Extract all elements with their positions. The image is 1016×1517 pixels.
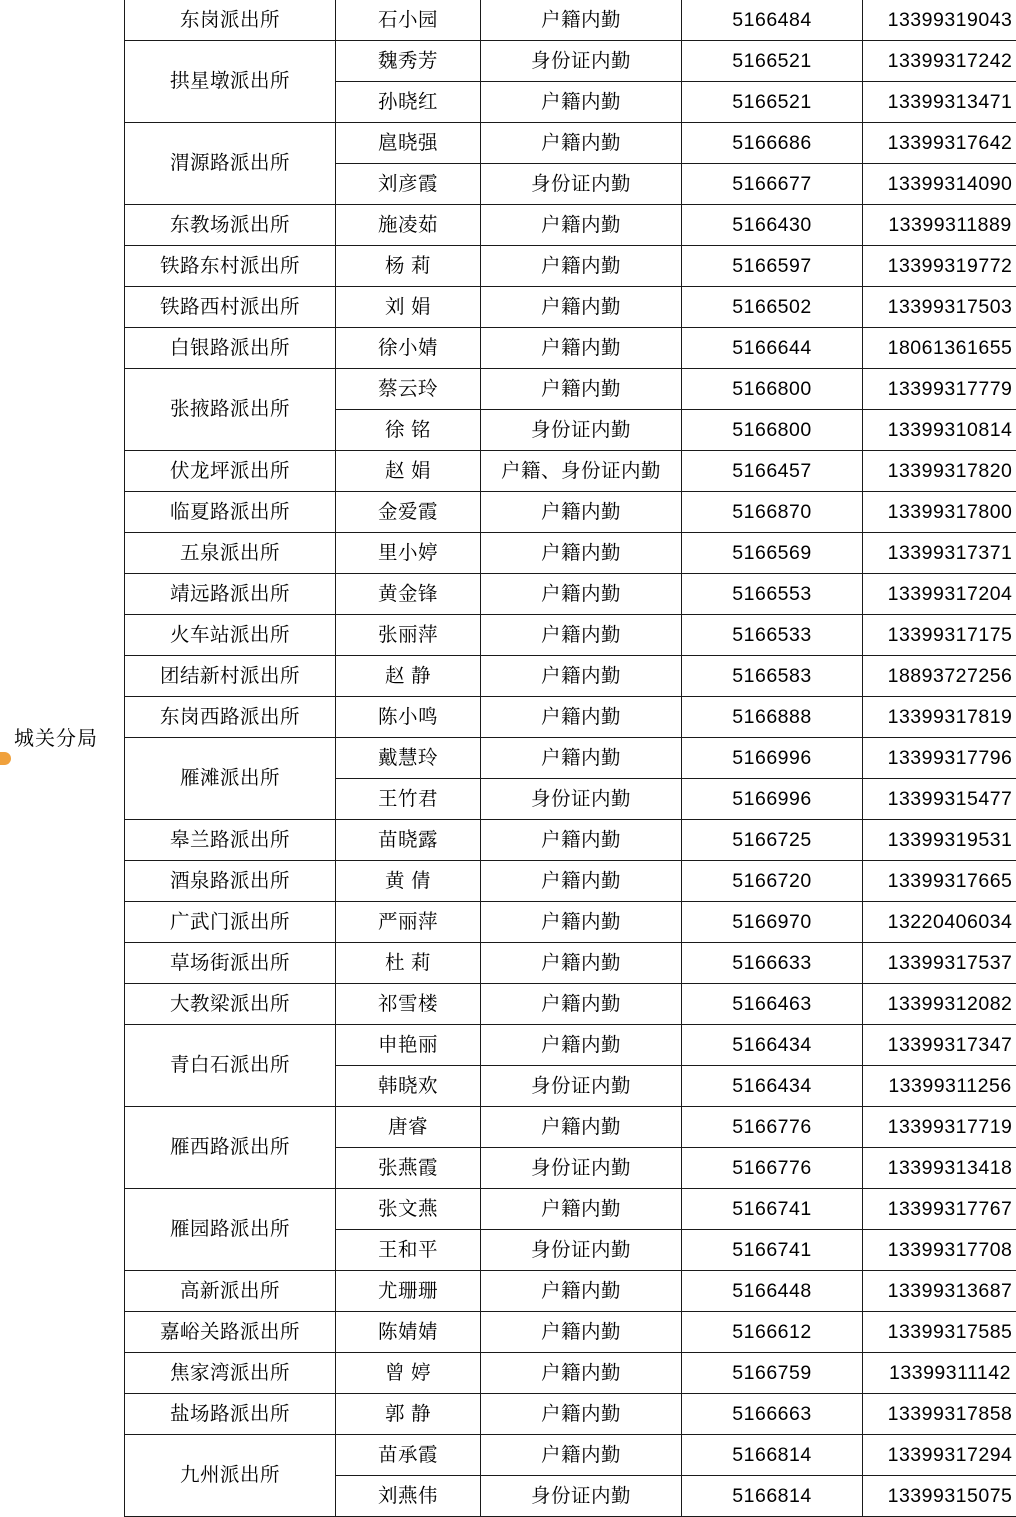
cell-mobile-phone: 13399317347 bbox=[863, 1025, 1016, 1066]
cell-mobile-phone: 13399311889 bbox=[863, 205, 1016, 246]
cell-name: 苗承霞 bbox=[336, 1435, 481, 1476]
table-row bbox=[125, 1353, 1016, 1394]
cell-duty: 身份证内勤 bbox=[481, 1066, 682, 1107]
cell-duty: 户籍内勤 bbox=[481, 1107, 682, 1148]
cell-name: 刘 娟 bbox=[336, 287, 481, 328]
cell-office-phone: 5166741 bbox=[682, 1230, 863, 1271]
cell-duty: 身份证内勤 bbox=[481, 1148, 682, 1189]
cell-office-phone: 5166521 bbox=[682, 41, 863, 82]
cell-name: 杨 莉 bbox=[336, 246, 481, 287]
cell-duty: 户籍内勤 bbox=[481, 369, 682, 410]
table-row bbox=[125, 1189, 1016, 1230]
cell-office-phone: 5166553 bbox=[682, 574, 863, 615]
cell-office-phone: 5166996 bbox=[682, 738, 863, 779]
cell-office-phone: 5166970 bbox=[682, 902, 863, 943]
cell-duty: 户籍内勤 bbox=[481, 0, 682, 41]
cell-mobile-phone: 13220406034 bbox=[863, 902, 1016, 943]
cell-name: 韩晓欢 bbox=[336, 1066, 481, 1107]
table-row bbox=[125, 820, 1016, 861]
cell-name: 孙晓红 bbox=[336, 82, 481, 123]
cell-duty: 户籍内勤 bbox=[481, 697, 682, 738]
table-row bbox=[125, 738, 1016, 779]
cell-mobile-phone: 13399317503 bbox=[863, 287, 1016, 328]
cell-mobile-phone: 13399317820 bbox=[863, 451, 1016, 492]
table-row bbox=[125, 1312, 1016, 1353]
table-row bbox=[125, 697, 1016, 738]
cell-unit: 焦家湾派出所 bbox=[125, 1353, 336, 1394]
cell-mobile-phone: 13399317642 bbox=[863, 123, 1016, 164]
cell-office-phone: 5166633 bbox=[682, 943, 863, 984]
cell-duty: 户籍内勤 bbox=[481, 328, 682, 369]
cell-unit: 伏龙坪派出所 bbox=[125, 451, 336, 492]
cell-unit: 临夏路派出所 bbox=[125, 492, 336, 533]
cell-duty: 户籍内勤 bbox=[481, 1353, 682, 1394]
cell-office-phone: 5166612 bbox=[682, 1312, 863, 1353]
cell-office-phone: 5166759 bbox=[682, 1353, 863, 1394]
cell-office-phone: 5166569 bbox=[682, 533, 863, 574]
cell-name: 赵 静 bbox=[336, 656, 481, 697]
cell-mobile-phone: 13399317719 bbox=[863, 1107, 1016, 1148]
cell-duty: 户籍内勤 bbox=[481, 902, 682, 943]
cell-name: 刘燕伟 bbox=[336, 1476, 481, 1517]
cell-duty: 户籍内勤 bbox=[481, 1271, 682, 1312]
cell-name: 刘彦霞 bbox=[336, 164, 481, 205]
table-row bbox=[125, 984, 1016, 1025]
table-row bbox=[125, 943, 1016, 984]
cell-unit: 雁园路派出所 bbox=[125, 1189, 336, 1271]
cell-name: 施凌茹 bbox=[336, 205, 481, 246]
cell-duty: 户籍内勤 bbox=[481, 984, 682, 1025]
cell-mobile-phone: 13399319531 bbox=[863, 820, 1016, 861]
cell-office-phone: 5166996 bbox=[682, 779, 863, 820]
cell-name: 黄 倩 bbox=[336, 861, 481, 902]
cell-unit: 东岗派出所 bbox=[125, 0, 336, 41]
cell-unit: 团结新村派出所 bbox=[125, 656, 336, 697]
cell-unit: 铁路东村派出所 bbox=[125, 246, 336, 287]
cell-office-phone: 5166434 bbox=[682, 1066, 863, 1107]
table-row bbox=[125, 41, 1016, 82]
cell-mobile-phone: 13399317665 bbox=[863, 861, 1016, 902]
cell-duty: 户籍内勤 bbox=[481, 533, 682, 574]
cell-mobile-phone: 13399317796 bbox=[863, 738, 1016, 779]
cell-duty: 身份证内勤 bbox=[481, 1476, 682, 1517]
table-row bbox=[125, 0, 1016, 41]
cell-duty: 户籍、身份证内勤 bbox=[481, 451, 682, 492]
cell-mobile-phone: 13399317537 bbox=[863, 943, 1016, 984]
cell-mobile-phone: 13399311256 bbox=[863, 1066, 1016, 1107]
table-row bbox=[125, 1107, 1016, 1148]
cell-name: 金爱霞 bbox=[336, 492, 481, 533]
cell-name: 石小园 bbox=[336, 0, 481, 41]
cell-unit: 火车站派出所 bbox=[125, 615, 336, 656]
cell-unit: 草场街派出所 bbox=[125, 943, 336, 984]
cell-mobile-phone: 13399317858 bbox=[863, 1394, 1016, 1435]
cell-unit: 张掖路派出所 bbox=[125, 369, 336, 451]
cell-duty: 户籍内勤 bbox=[481, 1394, 682, 1435]
cell-mobile-phone: 13399317242 bbox=[863, 41, 1016, 82]
table-row bbox=[125, 205, 1016, 246]
cell-name: 陈小鸣 bbox=[336, 697, 481, 738]
cell-unit: 拱星墩派出所 bbox=[125, 41, 336, 123]
cell-unit: 雁滩派出所 bbox=[125, 738, 336, 820]
table-row bbox=[125, 1271, 1016, 1312]
cell-office-phone: 5166720 bbox=[682, 861, 863, 902]
cell-mobile-phone: 13399317800 bbox=[863, 492, 1016, 533]
cell-unit: 五泉派出所 bbox=[125, 533, 336, 574]
cell-office-phone: 5166583 bbox=[682, 656, 863, 697]
cell-mobile-phone: 13399317819 bbox=[863, 697, 1016, 738]
cell-duty: 户籍内勤 bbox=[481, 820, 682, 861]
cell-office-phone: 5166663 bbox=[682, 1394, 863, 1435]
cell-office-phone: 5166677 bbox=[682, 164, 863, 205]
cell-duty: 户籍内勤 bbox=[481, 82, 682, 123]
table-row bbox=[125, 492, 1016, 533]
cell-name: 陈婧婧 bbox=[336, 1312, 481, 1353]
cell-unit: 皋兰路派出所 bbox=[125, 820, 336, 861]
cell-office-phone: 5166430 bbox=[682, 205, 863, 246]
cell-mobile-phone: 13399314090 bbox=[863, 164, 1016, 205]
cell-office-phone: 5166800 bbox=[682, 410, 863, 451]
table-row bbox=[125, 902, 1016, 943]
cell-duty: 身份证内勤 bbox=[481, 410, 682, 451]
cell-unit: 渭源路派出所 bbox=[125, 123, 336, 205]
cell-name: 张文燕 bbox=[336, 1189, 481, 1230]
cell-name: 尤珊珊 bbox=[336, 1271, 481, 1312]
cell-mobile-phone: 13399317585 bbox=[863, 1312, 1016, 1353]
cell-name: 黄金锋 bbox=[336, 574, 481, 615]
cell-duty: 身份证内勤 bbox=[481, 164, 682, 205]
cell-unit: 东岗西路派出所 bbox=[125, 697, 336, 738]
cell-unit: 酒泉路派出所 bbox=[125, 861, 336, 902]
cell-duty: 户籍内勤 bbox=[481, 205, 682, 246]
cell-office-phone: 5166800 bbox=[682, 369, 863, 410]
cell-duty: 户籍内勤 bbox=[481, 861, 682, 902]
page-edge-marker bbox=[0, 752, 11, 765]
cell-mobile-phone: 13399317175 bbox=[863, 615, 1016, 656]
cell-mobile-phone: 13399319043 bbox=[863, 0, 1016, 41]
cell-name: 赵 娟 bbox=[336, 451, 481, 492]
cell-name: 苗晓露 bbox=[336, 820, 481, 861]
cell-mobile-phone: 13399317767 bbox=[863, 1189, 1016, 1230]
cell-name: 蔡云玲 bbox=[336, 369, 481, 410]
cell-office-phone: 5166776 bbox=[682, 1107, 863, 1148]
table-row bbox=[125, 1025, 1016, 1066]
table-row bbox=[125, 123, 1016, 164]
cell-name: 严丽萍 bbox=[336, 902, 481, 943]
cell-unit: 白银路派出所 bbox=[125, 328, 336, 369]
cell-office-phone: 5166434 bbox=[682, 1025, 863, 1066]
cell-mobile-phone: 18061361655 bbox=[863, 328, 1016, 369]
cell-mobile-phone: 13399315477 bbox=[863, 779, 1016, 820]
cell-duty: 户籍内勤 bbox=[481, 738, 682, 779]
cell-duty: 户籍内勤 bbox=[481, 574, 682, 615]
cell-office-phone: 5166502 bbox=[682, 287, 863, 328]
cell-unit: 广武门派出所 bbox=[125, 902, 336, 943]
cell-unit: 铁路西村派出所 bbox=[125, 287, 336, 328]
cell-office-phone: 5166870 bbox=[682, 492, 863, 533]
cell-office-phone: 5166484 bbox=[682, 0, 863, 41]
table-row bbox=[125, 246, 1016, 287]
cell-office-phone: 5166776 bbox=[682, 1148, 863, 1189]
cell-office-phone: 5166725 bbox=[682, 820, 863, 861]
cell-name: 王和平 bbox=[336, 1230, 481, 1271]
cell-duty: 身份证内勤 bbox=[481, 779, 682, 820]
cell-name: 徐小婧 bbox=[336, 328, 481, 369]
cell-name: 张燕霞 bbox=[336, 1148, 481, 1189]
cell-name: 里小婷 bbox=[336, 533, 481, 574]
cell-office-phone: 5166521 bbox=[682, 82, 863, 123]
table-row bbox=[125, 287, 1016, 328]
cell-duty: 户籍内勤 bbox=[481, 1435, 682, 1476]
table-row bbox=[125, 574, 1016, 615]
cell-mobile-phone: 13399317708 bbox=[863, 1230, 1016, 1271]
cell-name: 魏秀芳 bbox=[336, 41, 481, 82]
cell-mobile-phone: 13399310814 bbox=[863, 410, 1016, 451]
cell-mobile-phone: 13399312082 bbox=[863, 984, 1016, 1025]
cell-name: 唐睿 bbox=[336, 1107, 481, 1148]
cell-office-phone: 5166686 bbox=[682, 123, 863, 164]
cell-name: 张丽萍 bbox=[336, 615, 481, 656]
cell-mobile-phone: 13399313471 bbox=[863, 82, 1016, 123]
cell-duty: 身份证内勤 bbox=[481, 1230, 682, 1271]
cell-unit: 盐场路派出所 bbox=[125, 1394, 336, 1435]
cell-name: 徐 铭 bbox=[336, 410, 481, 451]
cell-unit: 靖远路派出所 bbox=[125, 574, 336, 615]
department-label: 城关分局 bbox=[14, 722, 98, 751]
cell-mobile-phone: 13399317204 bbox=[863, 574, 1016, 615]
cell-unit: 高新派出所 bbox=[125, 1271, 336, 1312]
cell-mobile-phone: 18893727256 bbox=[863, 656, 1016, 697]
cell-duty: 户籍内勤 bbox=[481, 246, 682, 287]
cell-office-phone: 5166814 bbox=[682, 1476, 863, 1517]
table-row bbox=[125, 1435, 1016, 1476]
cell-mobile-phone: 13399317779 bbox=[863, 369, 1016, 410]
cell-duty: 户籍内勤 bbox=[481, 1025, 682, 1066]
cell-mobile-phone: 13399317294 bbox=[863, 1435, 1016, 1476]
cell-office-phone: 5166741 bbox=[682, 1189, 863, 1230]
cell-duty: 户籍内勤 bbox=[481, 287, 682, 328]
cell-mobile-phone: 13399313687 bbox=[863, 1271, 1016, 1312]
cell-duty: 户籍内勤 bbox=[481, 615, 682, 656]
cell-name: 申艳丽 bbox=[336, 1025, 481, 1066]
cell-unit: 九州派出所 bbox=[125, 1435, 336, 1517]
cell-duty: 户籍内勤 bbox=[481, 1312, 682, 1353]
table-row bbox=[125, 451, 1016, 492]
cell-name: 戴慧玲 bbox=[336, 738, 481, 779]
cell-name: 扈晓强 bbox=[336, 123, 481, 164]
cell-office-phone: 5166888 bbox=[682, 697, 863, 738]
cell-duty: 户籍内勤 bbox=[481, 1189, 682, 1230]
cell-mobile-phone: 13399319772 bbox=[863, 246, 1016, 287]
table-row bbox=[125, 656, 1016, 697]
cell-duty: 户籍内勤 bbox=[481, 656, 682, 697]
cell-duty: 身份证内勤 bbox=[481, 41, 682, 82]
cell-name: 杜 莉 bbox=[336, 943, 481, 984]
table-row bbox=[125, 1394, 1016, 1435]
cell-office-phone: 5166448 bbox=[682, 1271, 863, 1312]
cell-office-phone: 5166597 bbox=[682, 246, 863, 287]
cell-name: 曾 婷 bbox=[336, 1353, 481, 1394]
cell-office-phone: 5166463 bbox=[682, 984, 863, 1025]
table-row bbox=[125, 861, 1016, 902]
cell-office-phone: 5166814 bbox=[682, 1435, 863, 1476]
cell-mobile-phone: 13399317371 bbox=[863, 533, 1016, 574]
cell-duty: 户籍内勤 bbox=[481, 943, 682, 984]
cell-unit: 嘉峪关路派出所 bbox=[125, 1312, 336, 1353]
cell-mobile-phone: 13399313418 bbox=[863, 1148, 1016, 1189]
cell-office-phone: 5166644 bbox=[682, 328, 863, 369]
cell-mobile-phone: 13399311142 bbox=[863, 1353, 1016, 1394]
table-row bbox=[125, 533, 1016, 574]
cell-unit: 大教梁派出所 bbox=[125, 984, 336, 1025]
police-station-contact-table bbox=[124, 0, 1016, 1517]
cell-name: 郭 静 bbox=[336, 1394, 481, 1435]
cell-duty: 户籍内勤 bbox=[481, 123, 682, 164]
cell-unit: 东教场派出所 bbox=[125, 205, 336, 246]
cell-duty: 户籍内勤 bbox=[481, 492, 682, 533]
cell-unit: 青白石派出所 bbox=[125, 1025, 336, 1107]
cell-name: 祁雪楼 bbox=[336, 984, 481, 1025]
cell-office-phone: 5166457 bbox=[682, 451, 863, 492]
cell-office-phone: 5166533 bbox=[682, 615, 863, 656]
table-row bbox=[125, 328, 1016, 369]
cell-unit: 雁西路派出所 bbox=[125, 1107, 336, 1189]
cell-mobile-phone: 13399315075 bbox=[863, 1476, 1016, 1517]
cell-name: 王竹君 bbox=[336, 779, 481, 820]
table-row bbox=[125, 369, 1016, 410]
table-row bbox=[125, 615, 1016, 656]
